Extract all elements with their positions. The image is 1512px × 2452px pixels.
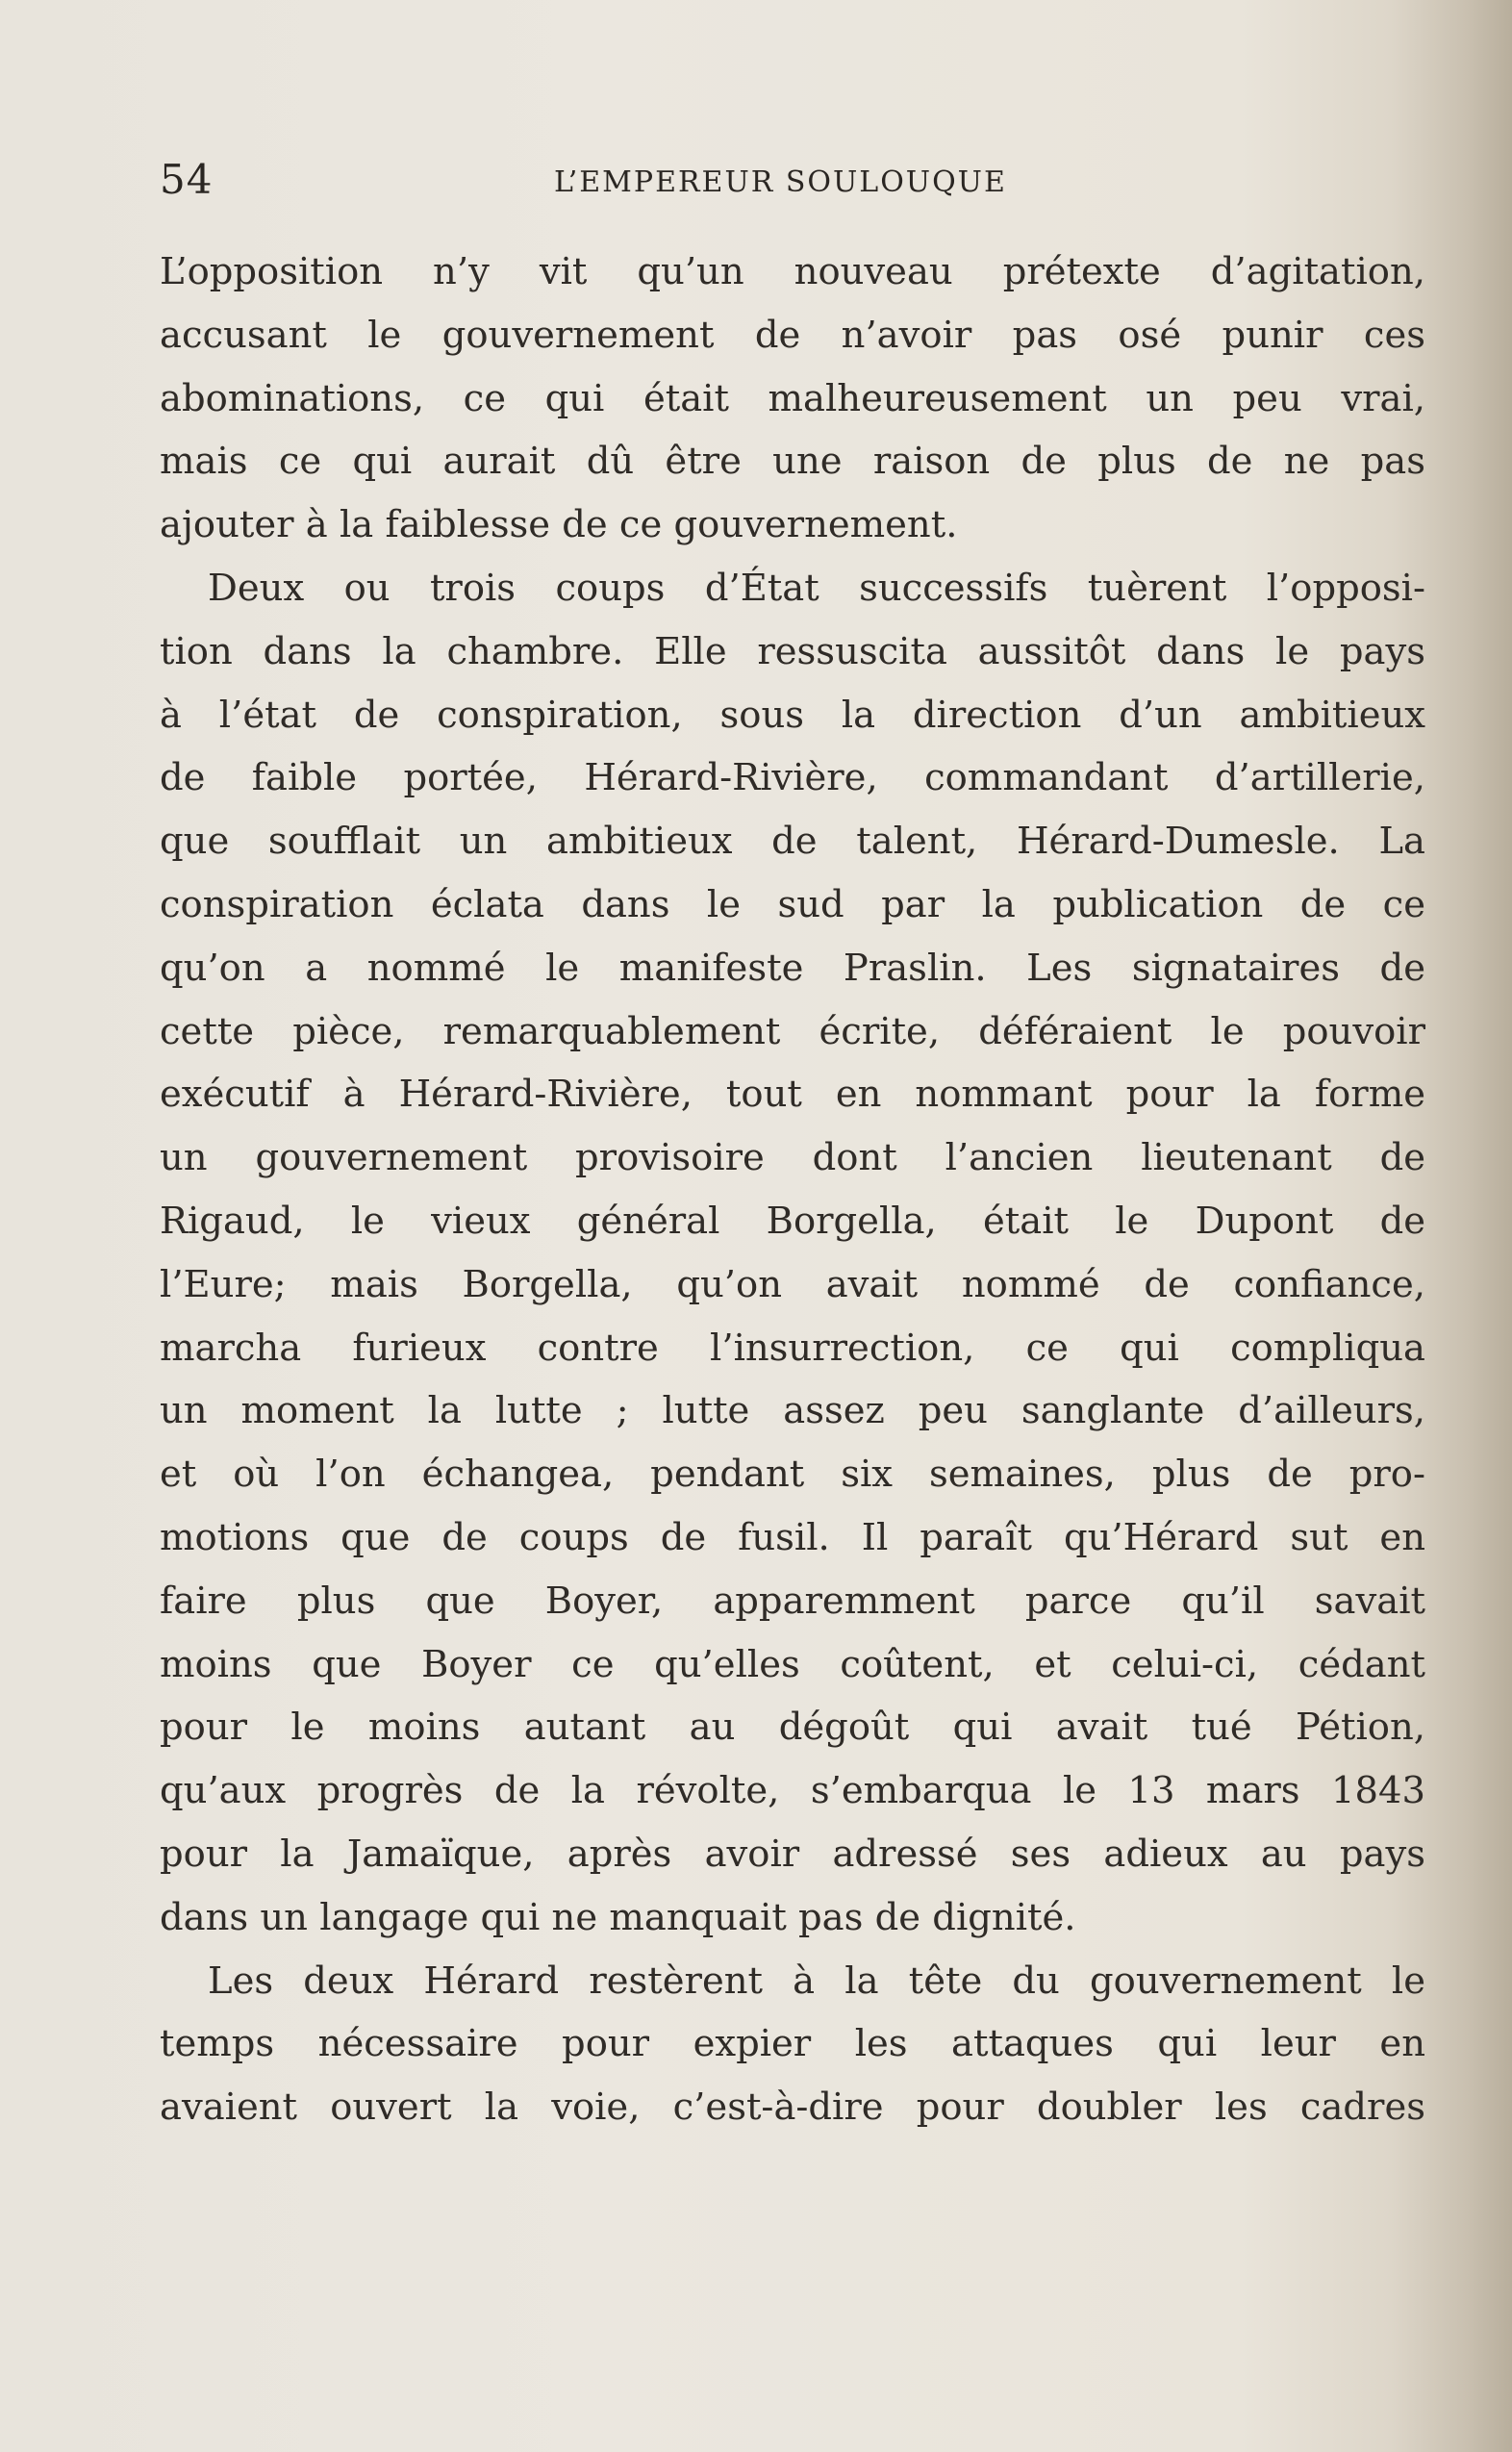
- text-line: L’opposition n’y vit qu’un nouveau prétexte d’agitation,: [160, 250, 1425, 293]
- text-line: exécutif à Hérard-Rivière, tout en nommant pour la forme: [160, 1073, 1425, 1117]
- text-line: tion dans la chambre. Elle ressuscita aussitôt dans le pays: [160, 629, 1425, 673]
- text-line: l’Eure; mais Borgella, qu’on avait nommé de confiance,: [160, 1262, 1425, 1306]
- text-line: motions que de coups de fusil. Il paraît qu’Hérard sut en: [160, 1515, 1425, 1559]
- page-number: 54: [160, 156, 214, 203]
- text-line: Rigaud, le vieux général Borgella, était le Dupont de: [160, 1199, 1425, 1243]
- text-line: et où l’on échangea, pendant six semaines, plus de pro-: [160, 1453, 1425, 1497]
- text-line: dans un langage qui ne manquait pas de dignité.: [160, 1895, 1076, 1939]
- text-line: un gouvernement provisoire dont l’ancien lieutenant de: [160, 1136, 1425, 1180]
- paragraph-2: [160, 557, 1425, 1950]
- running-title: L’EMPEREUR SOULOUQUE: [554, 165, 1007, 199]
- text-line: mais ce qui aurait dû être une raison de plus de ne pas: [160, 440, 1425, 484]
- text-line: accusant le gouvernement de n’avoir pas osé punir ces: [160, 313, 1425, 357]
- text-line: cette pièce, remarquablement écrite, déféraient le pouvoir: [160, 1009, 1425, 1053]
- text-line: Les deux Hérard restèrent à la tête du gouvernement le: [208, 1959, 1425, 2003]
- text-line: temps nécessaire pour expier les attaques qui leur en: [160, 2022, 1425, 2066]
- text-line: un moment la lutte ; lutte assez peu sanglante d’ailleurs,: [160, 1389, 1425, 1433]
- text-line: faire plus que Boyer, apparemment parce qu’il savait: [160, 1579, 1425, 1623]
- body-text: [160, 240, 1425, 2139]
- text-line: pour le moins autant au dégoût qui avait tué Pétion,: [160, 1706, 1425, 1750]
- page-header: [160, 156, 1425, 214]
- text-line: de faible portée, Hérard-Rivière, commandant d’artillerie,: [160, 756, 1425, 800]
- text-line: à l’état de conspiration, sous la direction d’un ambitieux: [160, 693, 1425, 737]
- text-line: qu’aux progrès de la révolte, s’embarqua le 13 mars 1843: [160, 1769, 1425, 1813]
- text-line: avaient ouvert la voie, c’est-à-dire pour doubler les cadres: [160, 2085, 1425, 2130]
- text-line: pour la Jamaïque, après avoir adressé ses adieux au pays: [160, 1832, 1425, 1876]
- text-line: Deux ou trois coups d’État successifs tuèrent l’opposi-: [208, 566, 1425, 610]
- paragraph-1: [160, 240, 1425, 557]
- text-line: abominations, ce qui était malheureusement un peu vrai,: [160, 376, 1425, 420]
- text-line: moins que Boyer ce qu’elles coûtent, et celui-ci, cédant: [160, 1642, 1425, 1686]
- text-line: qu’on a nommé le manifeste Praslin. Les signataires de: [160, 946, 1425, 990]
- text-line: que soufflait un ambitieux de talent, Hérard-Dumesle. La: [160, 820, 1425, 864]
- paragraph-3: [160, 1950, 1425, 2139]
- text-line: conspiration éclata dans le sud par la publication de ce: [160, 882, 1425, 926]
- text-line: marcha furieux contre l’insurrection, ce qui compliqua: [160, 1326, 1425, 1370]
- text-line: ajouter à la faiblesse de ce gouvernement.: [160, 503, 958, 547]
